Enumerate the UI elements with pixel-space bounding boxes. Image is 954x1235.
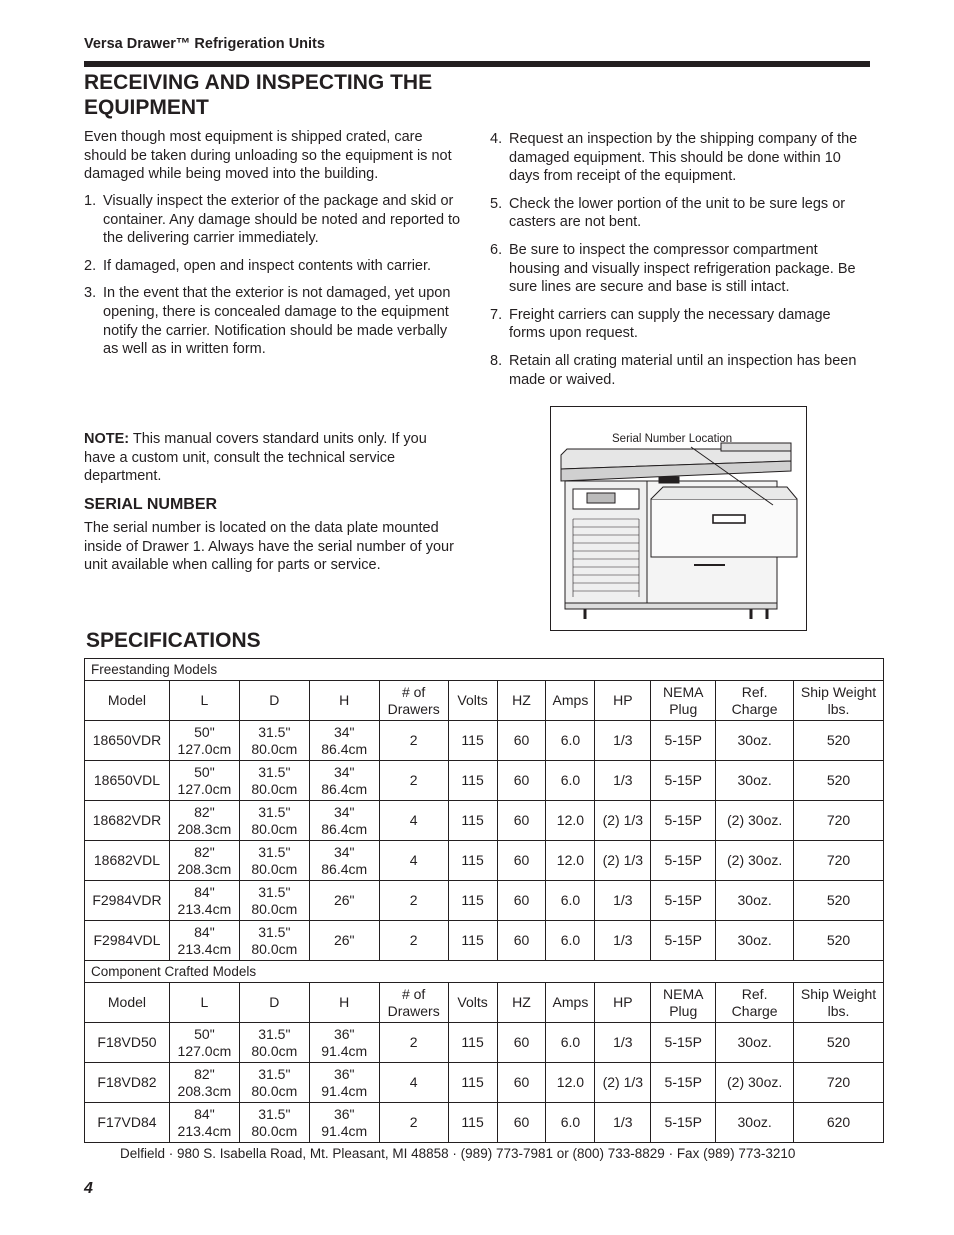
table-cell: F17VD84	[85, 1103, 170, 1143]
table-row	[85, 721, 884, 761]
table-cell: 520	[794, 721, 884, 761]
step-item	[490, 195, 870, 232]
table-cell: 60	[497, 1023, 546, 1063]
table-cell: 31.5" 80.0cm	[239, 1063, 309, 1103]
table-cell: 5-15P	[651, 1063, 716, 1103]
step-number: 1.	[84, 193, 97, 209]
step-item	[490, 241, 870, 297]
table-header-cell: Ref. Charge	[716, 681, 794, 721]
step-text: Freight carriers can supply the necessary damage forms upon request.	[509, 306, 831, 342]
table-cell: 1/3	[595, 761, 651, 801]
table-header-cell: NEMA Plug	[651, 681, 716, 721]
table-header-cell: HZ	[497, 681, 546, 721]
table-cell: 12.0	[546, 1063, 595, 1103]
table-cell: F2984VDL	[85, 921, 170, 961]
table-cell: 4	[379, 1063, 448, 1103]
table-cell: 620	[794, 1103, 884, 1143]
table-cell: 84" 213.4cm	[169, 921, 239, 961]
table-cell: 2	[379, 1023, 448, 1063]
table-cell: 82" 208.3cm	[169, 801, 239, 841]
step-item	[84, 192, 466, 248]
step-text: Check the lower portion of the unit to be sure legs or casters are not bent.	[509, 195, 846, 231]
page-number: 4	[84, 1180, 93, 1197]
step-text: Be sure to inspect the compressor compartment housing and visually inspect refrigeration package. Be sure lines are secure and base is still intact.	[509, 241, 856, 296]
table-cell: 6.0	[546, 1103, 595, 1143]
figure-caption: Serial Number Location	[612, 433, 733, 445]
table-cell: 115	[448, 881, 497, 921]
table-cell: 31.5" 80.0cm	[239, 921, 309, 961]
table-cell: 34" 86.4cm	[309, 841, 379, 881]
table-cell: 5-15P	[651, 801, 716, 841]
table-header-cell: L	[169, 983, 239, 1023]
table-cell: 115	[448, 1063, 497, 1103]
table-cell: 60	[497, 921, 546, 961]
table-cell: 36" 91.4cm	[309, 1063, 379, 1103]
table-cell: 30oz.	[716, 921, 794, 961]
table-cell: 720	[794, 841, 884, 881]
table-cell: 6.0	[546, 721, 595, 761]
table-header-cell: H	[309, 983, 379, 1023]
table-cell: (2) 1/3	[595, 801, 651, 841]
step-text: Visually inspect the exterior of the package and skid or container. Any damage should be noted and reported to the delivering carrier immediately.	[103, 193, 461, 247]
table-cell: 520	[794, 761, 884, 801]
table-cell: F2984VDR	[85, 881, 170, 921]
step-item	[490, 352, 870, 389]
table-cell: 6.0	[546, 921, 595, 961]
table-cell: 115	[448, 921, 497, 961]
table-cell: 2	[379, 881, 448, 921]
table-cell: 60	[497, 881, 546, 921]
note-text: This manual covers standard units only. If you have a custom unit, consult the technical service department.	[84, 431, 427, 485]
table-cell: 31.5" 80.0cm	[239, 761, 309, 801]
table-header-cell: Amps	[546, 983, 595, 1023]
table-header-cell: # of Drawers	[379, 983, 448, 1023]
step-item	[490, 130, 870, 186]
table-cell: 50" 127.0cm	[169, 721, 239, 761]
note-label: NOTE:	[84, 431, 130, 447]
step-text: Retain all crating material until an inspection has been made or waived.	[509, 352, 857, 388]
table-cell: 1/3	[595, 881, 651, 921]
table-cell: 26"	[309, 881, 379, 921]
step-number: 3.	[84, 285, 97, 302]
table-cell: 6.0	[546, 761, 595, 801]
step-text: Request an inspection by the shipping company of the damaged equipment. This should be done within 10 days from receipt of the equipment.	[509, 131, 858, 185]
table-cell: 30oz.	[716, 881, 794, 921]
table-cell: 31.5" 80.0cm	[239, 841, 309, 881]
table-header-cell: NEMA Plug	[651, 983, 716, 1023]
table-row	[85, 761, 884, 801]
step-number: 7.	[490, 306, 503, 323]
table-header-cell: L	[169, 681, 239, 721]
table-cell: 30oz.	[716, 721, 794, 761]
table-cell: 5-15P	[651, 721, 716, 761]
table-cell: 6.0	[546, 1023, 595, 1063]
step-number: 2.	[84, 257, 97, 274]
footer-contact: Delfield · 980 S. Isabella Road, Mt. Pleasant, MI 48858 · (989) 773-7981 or (800) 733-8829 · Fax (989) 773-3210	[120, 1146, 796, 1161]
step-item	[84, 284, 466, 358]
table-row	[85, 881, 884, 921]
table-cell: 60	[497, 721, 546, 761]
specifications-table	[84, 658, 884, 1143]
table-cell: 82" 208.3cm	[169, 841, 239, 881]
table-cell: 50" 127.0cm	[169, 1023, 239, 1063]
table-header-cell: D	[239, 681, 309, 721]
table-header-cell: HP	[595, 681, 651, 721]
table-header-row	[85, 681, 884, 721]
table-header-cell: Model	[85, 681, 170, 721]
step-text: In the event that the exterior is not damaged, yet upon opening, there is concealed damage to the equipment notify the carrier. Notification should be made verbally as well as in written form.	[103, 285, 451, 358]
table-cell: 60	[497, 841, 546, 881]
table-cell: 34" 86.4cm	[309, 801, 379, 841]
table-cell: 31.5" 80.0cm	[239, 721, 309, 761]
table-cell: 36" 91.4cm	[309, 1023, 379, 1063]
table-cell: 12.0	[546, 841, 595, 881]
table-cell: 60	[497, 761, 546, 801]
table-cell: 5-15P	[651, 1023, 716, 1063]
table-group-label: Freestanding Models	[85, 659, 884, 681]
table-cell: 30oz.	[716, 761, 794, 801]
table-header-cell: Ship Weight lbs.	[794, 681, 884, 721]
table-cell: 520	[794, 881, 884, 921]
table-cell: F18VD50	[85, 1023, 170, 1063]
table-cell: 720	[794, 801, 884, 841]
table-cell: 82" 208.3cm	[169, 1063, 239, 1103]
step-number: 4.	[490, 131, 503, 147]
table-header-cell: H	[309, 681, 379, 721]
step-item	[84, 257, 466, 276]
table-header-cell: HZ	[497, 983, 546, 1023]
table-cell: 30oz.	[716, 1103, 794, 1143]
table-header-cell: Ship Weight lbs.	[794, 983, 884, 1023]
table-cell: (2) 1/3	[595, 841, 651, 881]
table-header-cell: Ref. Charge	[716, 983, 794, 1023]
table-cell: 115	[448, 1103, 497, 1143]
table-cell: 1/3	[595, 721, 651, 761]
table-cell: 1/3	[595, 921, 651, 961]
table-header-cell: Model	[85, 983, 170, 1023]
inspection-steps-right	[490, 130, 870, 389]
table-header-cell: # of Drawers	[379, 681, 448, 721]
note-paragraph	[84, 430, 460, 486]
table-cell: 26"	[309, 921, 379, 961]
table-row	[85, 1103, 884, 1143]
serial-number-heading: SERIAL NUMBER	[84, 496, 218, 513]
receiving-intro: Even though most equipment is shipped crated, care should be taken during unloading so the equipment is not damaged while being moved into the building.	[84, 129, 452, 183]
step-number: 5.	[490, 195, 503, 212]
table-header-cell: Volts	[448, 983, 497, 1023]
table-cell: 5-15P	[651, 1103, 716, 1143]
table-cell: 1/3	[595, 1023, 651, 1063]
table-cell: 4	[379, 841, 448, 881]
table-group-row	[85, 659, 884, 681]
table-cell: 115	[448, 841, 497, 881]
table-cell: 2	[379, 921, 448, 961]
table-cell: 34" 86.4cm	[309, 761, 379, 801]
table-header-row	[85, 983, 884, 1023]
table-cell: (2) 30oz.	[716, 1063, 794, 1103]
table-cell: 5-15P	[651, 881, 716, 921]
table-cell: 115	[448, 1023, 497, 1063]
table-cell: 60	[497, 1103, 546, 1143]
table-cell: 18650VDR	[85, 721, 170, 761]
table-cell: 115	[448, 801, 497, 841]
table-row	[85, 801, 884, 841]
step-text: If damaged, open and inspect contents with carrier.	[103, 257, 432, 274]
table-cell: 84" 213.4cm	[169, 881, 239, 921]
table-cell: (2) 30oz.	[716, 801, 794, 841]
table-group-label: Component Crafted Models	[85, 961, 884, 983]
table-cell: 5-15P	[651, 841, 716, 881]
table-cell: 520	[794, 1023, 884, 1063]
table-cell: 18682VDL	[85, 841, 170, 881]
table-cell: 36" 91.4cm	[309, 1103, 379, 1143]
table-cell: F18VD82	[85, 1063, 170, 1103]
table-row	[85, 921, 884, 961]
header-rule	[84, 61, 870, 67]
table-cell: 2	[379, 761, 448, 801]
table-cell: 12.0	[546, 801, 595, 841]
table-cell: 4	[379, 801, 448, 841]
table-cell: 84" 213.4cm	[169, 1103, 239, 1143]
table-cell: 6.0	[546, 881, 595, 921]
step-item	[490, 306, 870, 343]
table-row	[85, 1023, 884, 1063]
table-cell: 31.5" 80.0cm	[239, 1103, 309, 1143]
table-cell: 720	[794, 1063, 884, 1103]
step-number: 8.	[490, 352, 503, 369]
table-cell: 50" 127.0cm	[169, 761, 239, 801]
table-cell: 2	[379, 721, 448, 761]
table-header-cell: Volts	[448, 681, 497, 721]
table-cell: 18682VDR	[85, 801, 170, 841]
table-cell: 30oz.	[716, 1023, 794, 1063]
running-header: Versa Drawer™ Refrigeration Units	[84, 36, 325, 52]
table-cell: 115	[448, 721, 497, 761]
serial-number-text: The serial number is located on the data plate mounted inside of Drawer 1. Always have the serial number of your unit available when calling for parts or service.	[84, 520, 454, 574]
receiving-title: RECEIVING AND INSPECTING THE EQUIPMENT	[84, 71, 433, 119]
table-cell: 1/3	[595, 1103, 651, 1143]
table-header-cell: Amps	[546, 681, 595, 721]
table-cell: 60	[497, 801, 546, 841]
table-cell: 31.5" 80.0cm	[239, 801, 309, 841]
table-cell: 18650VDL	[85, 761, 170, 801]
table-cell: 2	[379, 1103, 448, 1143]
specifications-title: SPECIFICATIONS	[86, 629, 261, 652]
table-cell: 31.5" 80.0cm	[239, 1023, 309, 1063]
table-header-cell: D	[239, 983, 309, 1023]
table-row	[85, 841, 884, 881]
table-row	[85, 1063, 884, 1103]
table-cell: 31.5" 80.0cm	[239, 881, 309, 921]
step-number: 6.	[490, 241, 503, 258]
table-header-cell: HP	[595, 983, 651, 1023]
table-cell: (2) 1/3	[595, 1063, 651, 1103]
table-cell: 115	[448, 761, 497, 801]
table-cell: 34" 86.4cm	[309, 721, 379, 761]
table-cell: 5-15P	[651, 921, 716, 961]
table-cell: 60	[497, 1063, 546, 1103]
table-cell: 520	[794, 921, 884, 961]
table-cell: 5-15P	[651, 761, 716, 801]
inspection-steps-left	[84, 192, 466, 359]
table-cell: (2) 30oz.	[716, 841, 794, 881]
table-group-row	[85, 961, 884, 983]
